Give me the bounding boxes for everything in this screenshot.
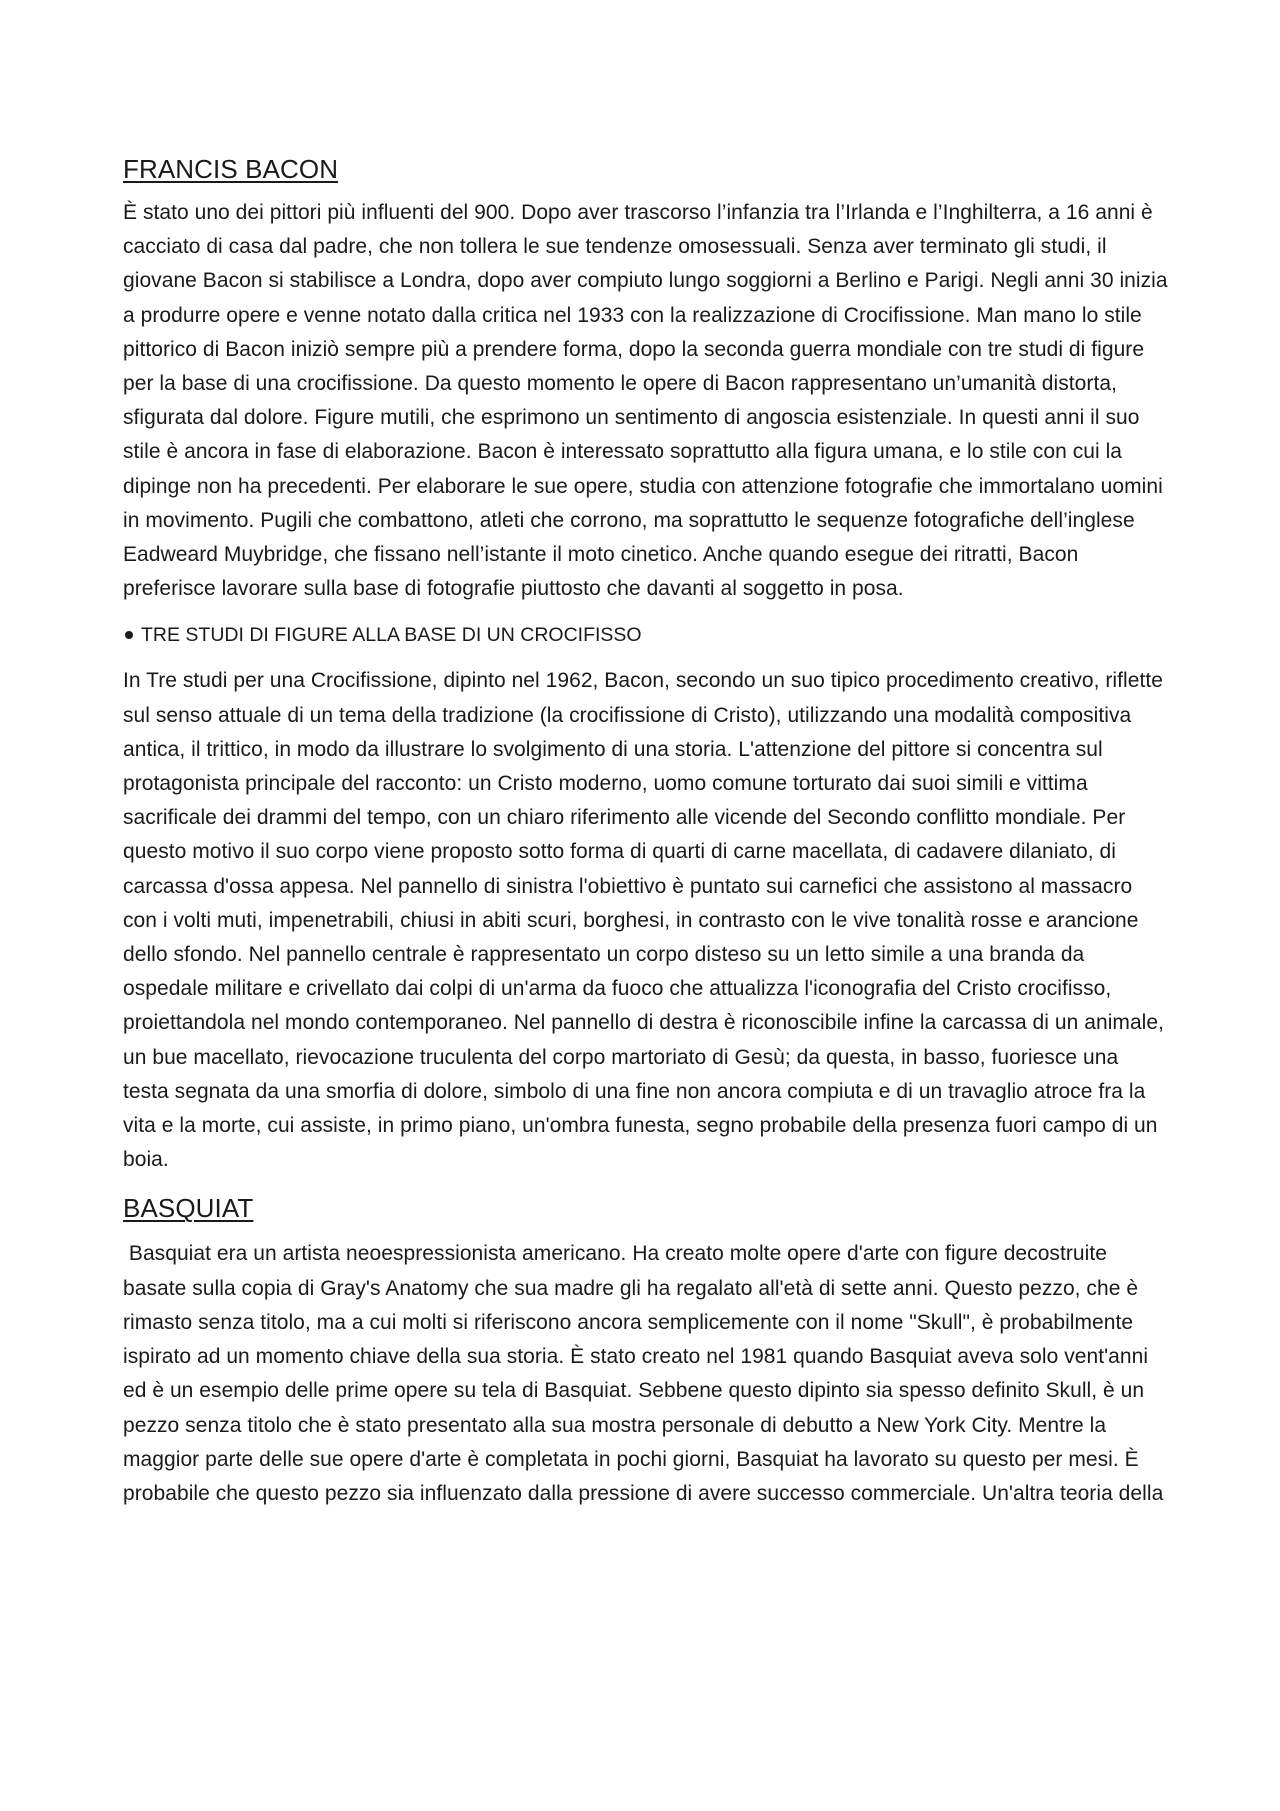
document-body bbox=[123, 152, 1168, 1525]
section-title-basquiat: BASQUIAT bbox=[123, 1193, 254, 1224]
paragraph-tre-studi: In Tre studi per una Crocifissione, dipinto nel 1962, Bacon, secondo un suo tipico procedimento creativo, riflette sul senso attuale di un tema della tradizione (la crocifissione di Cristo), utilizzando una modalità compositiva antica, il trittico, in modo da illustrare lo svolgimento di una storia. L'attenzione del pittore si concentra sul protagonista principale del racconto: un Cristo moderno, uomo comune torturato dai suoi simili e vittima sacrificale dei drammi del tempo, con un chiaro riferimento alle vicende del Secondo conflitto mondiale. Per questo motivo il suo corpo viene proposto sotto forma di quarti di carne macellata, di cadavere dilaniato, di carcassa d'ossa appesa. Nel pannello di sinistra l'obiettivo è puntato sui carnefici che assistono al massacro con i volti muti, impenetrabili, chiusi in abiti scuri, borghesi, in contrasto con le vive tonalità rosse e arancione dello sfondo. Nel pannello centrale è rappresentato un corpo disteso su un letto simile a una branda da ospedale militare e crivellato dai colpi di un'arma da fuoco che attualizza l'iconografia del Cristo crocifisso, proiettandola nel mondo contemporaneo. Nel pannello di destra è riconoscibile infine la carcassa di un animale, un bue macellato, rievocazione truculenta del corpo martoriato di Gesù; da questa, in basso, fuoriesce una testa segnata da una smorfia di dolore, simbolo di una fine non ancora compiuta e di un travaglio atroce fra la vita e la morte, cui assiste, in primo piano, un'ombra funesta, segno probabile della presenza fuori campo di un boia. bbox=[123, 669, 1165, 1172]
paragraph-basquiat: Basquiat era un artista neoespressionista americano. Ha creato molte opere d'arte con figure decostruite basate sulla copia di Gray's Anatomy che sua madre gli ha regalato all'età di sette anni. Questo pezzo, che è rimasto senza titolo, ma a cui molti si riferiscono ancora semplicemente con il nome "Skull", è probabilmente ispirato ad un momento chiave della sua storia. È stato creato nel 1981 quando Basquiat aveva solo vent'anni ed è un esempio delle prime opere su tela di Basquiat. Sebbene questo dipinto sia spesso definito Skull, è un pezzo senza titolo che è stato presentato alla sua mostra personale di debutto a New York City. Mentre la maggior parte delle sue opere d'arte è completata in pochi giorni, Basquiat ha lavorato su questo per mesi. È probabile che questo pezzo sia influenzato dalla pressione di avere successo commerciale. Un'altra teoria della bbox=[123, 1242, 1164, 1505]
bullet-heading bbox=[123, 620, 1168, 650]
paragraph-bacon-biography: È stato uno dei pittori più influenti del 900. Dopo aver trascorso l’infanzia tra l’Irlanda e l’Inghilterra, a 16 anni è cacciato di casa dal padre, che non tollera le sue tendenze omosessuali. Senza aver terminato gli studi, il giovane Bacon si stabilisce a Londra, dopo aver compiuto lungo soggiorni a Berlino e Parigi. Negli anni 30 inizia a produrre opere e venne notato dalla critica nel 1933 con la realizzazione di Crocifissione. Man mano lo stile pittorico di Bacon iniziò sempre più a prendere forma, dopo la seconda guerra mondiale con tre studi di figure per la base di una crocifissione. Da questo momento le opere di Bacon rappresentano un’umanità distorta, sfigurata dal dolore. Figure mutili, che esprimono un sentimento di angoscia esistenziale. In questi anni il suo stile è ancora in fase di elaborazione. Bacon è interessato soprattutto alla figura umana, e lo stile con cui la dipinge non ha precedenti. Per elaborare le sue opere, studia con attenzione fotografie che immortalano uomini in movimento. Pugili che combattono, atleti che corrono, ma soprattutto le sequenze fotografiche dell’inglese Eadweard Muybridge, che fissano nell’istante il moto cinetico. Anche quando esegue dei ritratti, Bacon preferisce lavorare sulla base di fotografie piuttosto che davanti al soggetto in posa. bbox=[123, 201, 1168, 601]
section-title-francis-bacon: FRANCIS BACON bbox=[123, 154, 339, 184]
bullet-icon bbox=[125, 631, 133, 639]
bullet-heading-text: TRE STUDI DI FIGURE ALLA BASE DI UN CROCIFISSO bbox=[141, 624, 642, 647]
